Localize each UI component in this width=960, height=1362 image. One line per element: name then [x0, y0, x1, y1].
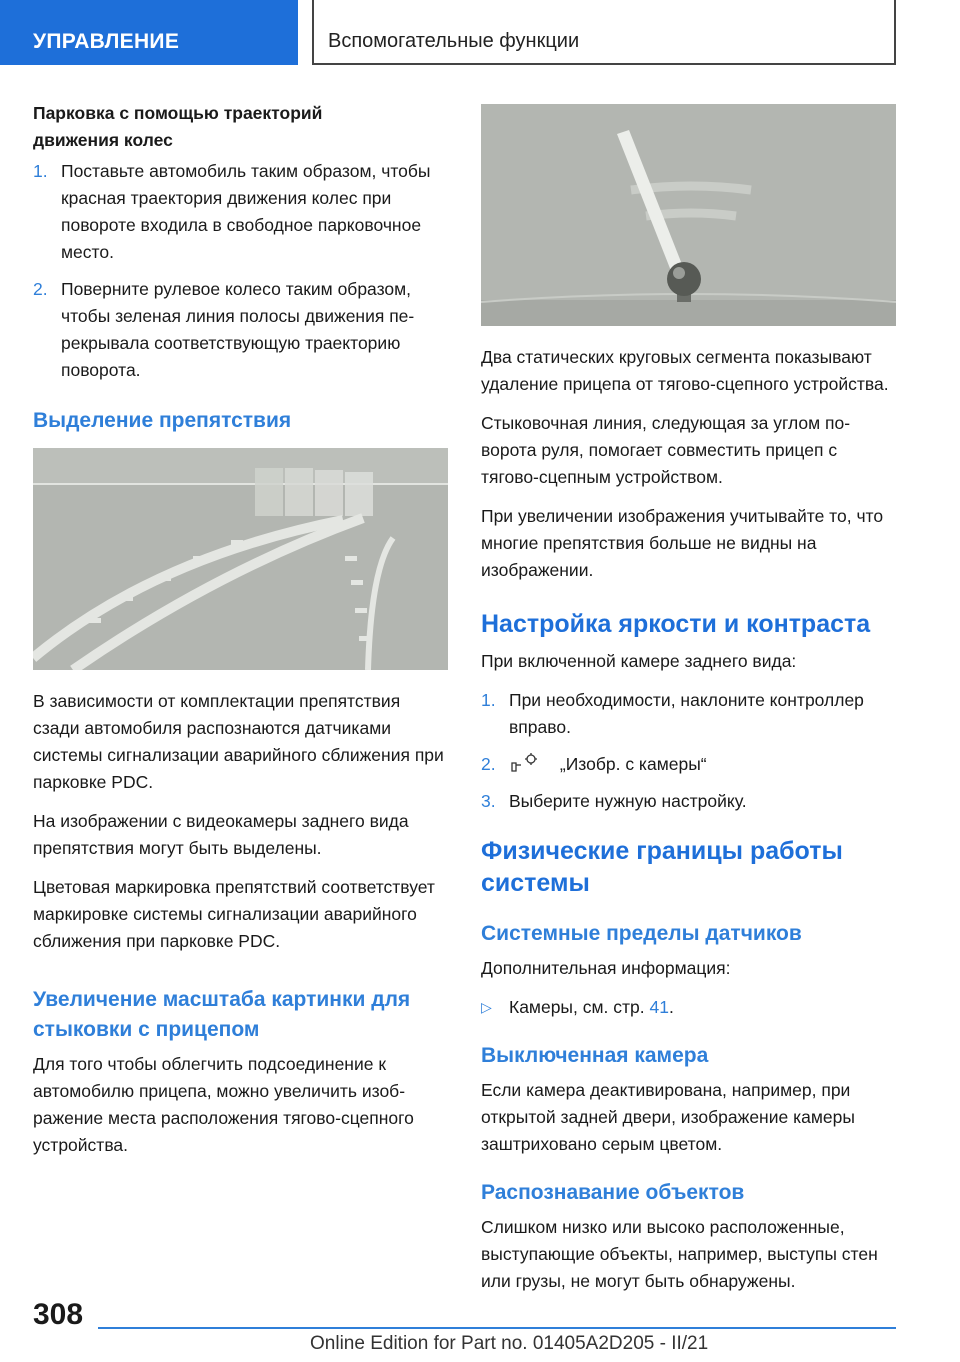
footer-divider [98, 1327, 896, 1329]
step-number: 1. [33, 161, 48, 181]
list-item [33, 158, 448, 266]
step-number: 2. [481, 754, 496, 774]
step-text: Выберите нужную настройку. [509, 791, 747, 811]
page-link[interactable]: 41 [649, 997, 669, 1017]
parking-title: Парковка с помощью траекторий движения колес [33, 103, 323, 150]
step-text: При необходимости, наклоните контроллер вправо. [509, 690, 864, 737]
chapter-title: Вспомогательные функции [328, 30, 580, 52]
obstacles-heading: Выделение препятствия [33, 409, 292, 432]
step-text: Поверните рулевое колесо таким образом, чтобы зеленая линия полосы движения перекрывала соответствующую траекторию поворота. [61, 279, 415, 380]
step-text: Поставьте автомобиль таким образом, чтобы красная траектория движения колес при повороте входила в свободное парковочное место. [61, 161, 431, 262]
step-text: „Изобр. с камеры“ [559, 754, 707, 774]
camera-settings-icon [509, 752, 539, 774]
limits-heading: Физические границы работы системы [481, 837, 843, 897]
sensors-intro: Дополнительная информация: [481, 958, 731, 978]
section-title: УПРАВЛЕНИЕ [33, 30, 180, 53]
edition-text: Online Edition for Part no. 01405A2D205 - II/21 [310, 1333, 709, 1354]
objects-text: Слишком низко или высоко расположенные, выступающие объекты, например, выступы стен или грузы, не могут быть обнаружены. [481, 1217, 878, 1291]
objects-heading: Распознавание объектов [481, 1181, 745, 1204]
list-item [33, 276, 448, 384]
list-item [481, 994, 896, 1021]
section-tab [0, 0, 298, 65]
camera-off-heading: Выключенная камера [481, 1044, 709, 1067]
bullet-text: Камеры, см. стр. [509, 997, 645, 1017]
hitch-figure [481, 104, 896, 326]
hitch-paragraph: Стыковочная линия, следующая за углом поворота руля, помогает совместить прицеп с тягово-сцепным устройством. [481, 413, 851, 487]
obstacle-figure [33, 448, 448, 670]
camera-off-text: Если камера деактивирована, например, при открытой задней двери, изображение камеры заштриховано серым цветом. [481, 1080, 855, 1154]
brightness-intro: При включенной камере заднего вида: [481, 651, 797, 671]
brightness-heading: Настройка яркости и контраста [481, 610, 871, 638]
sensors-list [481, 994, 896, 1021]
hitch-illustration [481, 104, 896, 326]
obstacle-illustration [33, 448, 448, 670]
list-item [481, 751, 896, 778]
hitch-paragraph: При увеличении изображения учитывайте то, что многие препятствия больше не видны на изображении. [481, 506, 884, 580]
bullet-suffix: . [668, 997, 674, 1017]
parking-steps [33, 158, 448, 384]
chapter-header [312, 0, 896, 65]
obstacles-paragraph: Цветовая маркировка препятствий соответствует маркировке системы сигнализации аварийного сближения при парковке PDC. [33, 877, 435, 951]
obstacles-paragraph: В зависимости от комплектации препятствия сзади автомобиля распознаются датчиками системы сигнализации аварийного сближения при парковке PDC. [33, 691, 444, 792]
zoom-heading: Увеличение масштаба картинки для стыковки с прицепом [33, 988, 411, 1041]
step-number: 1. [481, 690, 496, 710]
obstacles-paragraph: На изображении с видеокамеры заднего вида препятствия могут быть выделены. [33, 811, 409, 858]
step-number: 3. [481, 791, 496, 811]
left-column [33, 100, 448, 1171]
right-column [481, 104, 896, 1307]
step-number: 2. [33, 279, 48, 299]
list-item [481, 788, 896, 815]
page-number: 308 [33, 1298, 84, 1331]
sensors-heading: Системные пределы датчиков [481, 922, 802, 945]
list-item [481, 687, 896, 741]
triangle-right-icon: ▷ [481, 999, 492, 1015]
brightness-steps [481, 687, 896, 815]
zoom-paragraph: Для того чтобы облегчить подсоединение к автомобилю прицепа, можно увеличить изображение места расположения тягово-сцепного устройства. [33, 1054, 414, 1155]
hitch-paragraph: Два статических круговых сегмента показывают удаление прицепа от тягово-сцепного устройства. [481, 347, 889, 394]
